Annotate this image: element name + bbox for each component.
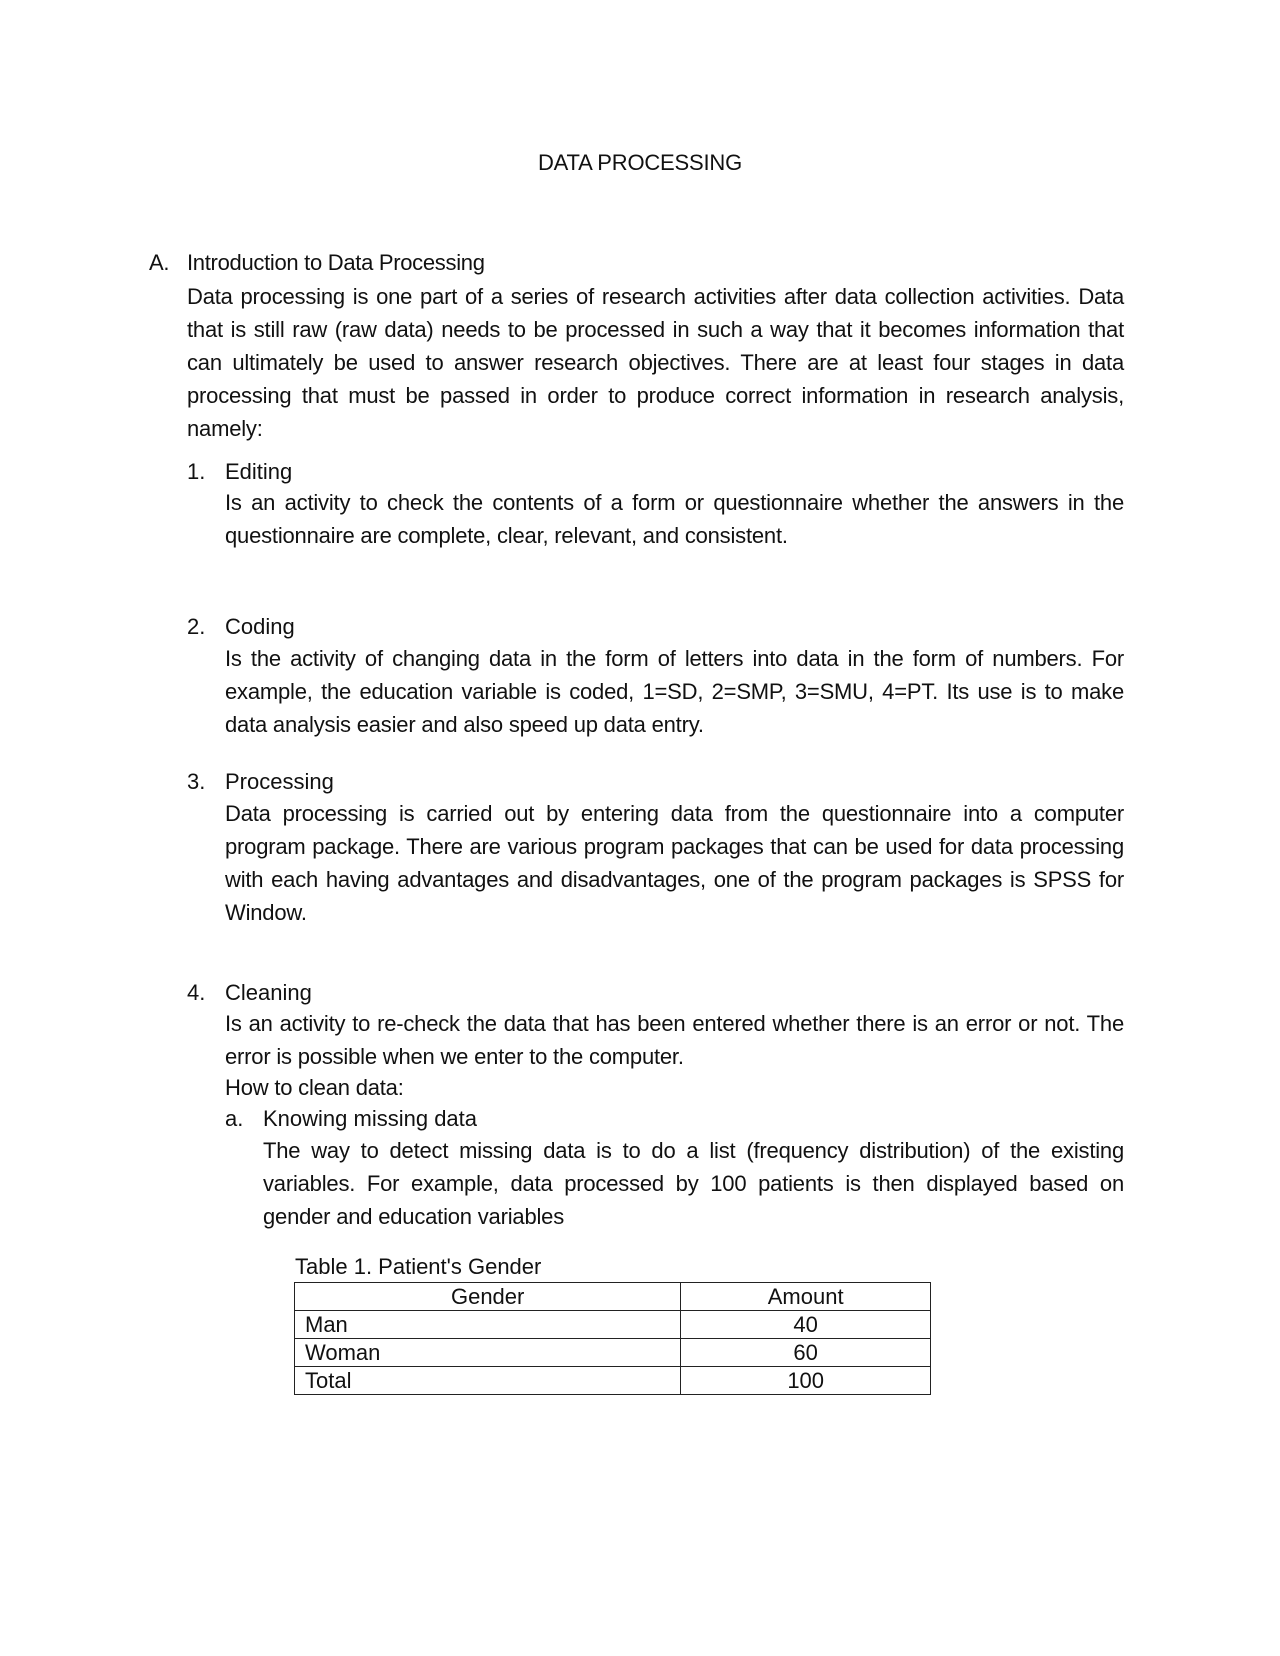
table-cell-gender: Woman bbox=[295, 1339, 681, 1367]
section-heading-text: Introduction to Data Processing bbox=[187, 250, 485, 275]
stage-title: Processing bbox=[225, 769, 334, 794]
intro-paragraph: Data processing is one part of a series of research activities after data collection activities. Data that is still raw (raw data) needs to be processed in such a way that it becomes information that can ultimately be used to answer research objectives. There are at least four stages in data processing that must be passed in order to produce correct information in research analysis, namely: bbox=[187, 284, 1124, 441]
subitem-letter: a. bbox=[225, 1106, 244, 1131]
section-marker: A. bbox=[149, 250, 170, 275]
stage-title: Coding bbox=[225, 614, 295, 639]
stage-body-editing: Is an activity to check the contents of a form or questionnaire whether the answers in the questionnaire are complete, clear, relevant, and consistent. bbox=[225, 490, 1124, 548]
table-header-amount: Amount bbox=[681, 1283, 931, 1311]
subitem-heading bbox=[225, 1102, 477, 1135]
table-cell-amount: 60 bbox=[681, 1339, 931, 1367]
stage-body-coding: Is the activity of changing data in the form of letters into data in the form of numbers. For example, the education variable is coded, 1=SD, 2=SMP, 3=SMU, 4=PT. Its use is to make data analysis easier and also speed up data entry. bbox=[225, 646, 1124, 737]
stage-heading-cleaning bbox=[187, 976, 312, 1009]
table-row bbox=[295, 1311, 931, 1339]
table-cell-gender: Man bbox=[295, 1311, 681, 1339]
table-caption: Table 1. Patient's Gender bbox=[295, 1254, 542, 1279]
stage-body-processing: Data processing is carried out by entering data from the questionnaire into a computer program package. There are various program packages that can be used for data processing with each having advantages and disadvantages, one of the program packages is SPSS for Window. bbox=[225, 801, 1124, 925]
section-heading bbox=[149, 250, 485, 276]
stage-number: 2. bbox=[187, 614, 206, 639]
table-header-gender: Gender bbox=[295, 1283, 681, 1311]
stage-number: 3. bbox=[187, 769, 206, 794]
stage-number: 1. bbox=[187, 459, 206, 484]
stage-body-cleaning: Is an activity to re-check the data that has been entered whether there is an error or not. The error is possible when we enter to the computer. bbox=[225, 1011, 1124, 1069]
table-header-row bbox=[295, 1283, 931, 1311]
table-row bbox=[295, 1339, 931, 1367]
stage-heading-coding bbox=[187, 610, 295, 643]
table-cell-gender: Total bbox=[295, 1367, 681, 1395]
subitem-title: Knowing missing data bbox=[263, 1106, 478, 1131]
gender-table bbox=[294, 1282, 931, 1395]
page-title: DATA PROCESSING bbox=[537, 150, 742, 175]
how-to-clean-label: How to clean data: bbox=[225, 1075, 404, 1100]
table-cell-amount: 100 bbox=[681, 1367, 931, 1395]
subitem-body: The way to detect missing data is to do a list (frequency distribution) of the existing variables. For example, data processed by 100 patients is then displayed based on gender and education variables bbox=[263, 1138, 1124, 1229]
table-cell-amount: 40 bbox=[681, 1311, 931, 1339]
stage-title: Editing bbox=[225, 459, 293, 484]
stage-heading-processing bbox=[187, 765, 334, 798]
stage-heading-editing bbox=[187, 455, 292, 488]
table-row bbox=[295, 1367, 931, 1395]
stage-number: 4. bbox=[187, 980, 206, 1005]
stage-title: Cleaning bbox=[225, 980, 312, 1005]
